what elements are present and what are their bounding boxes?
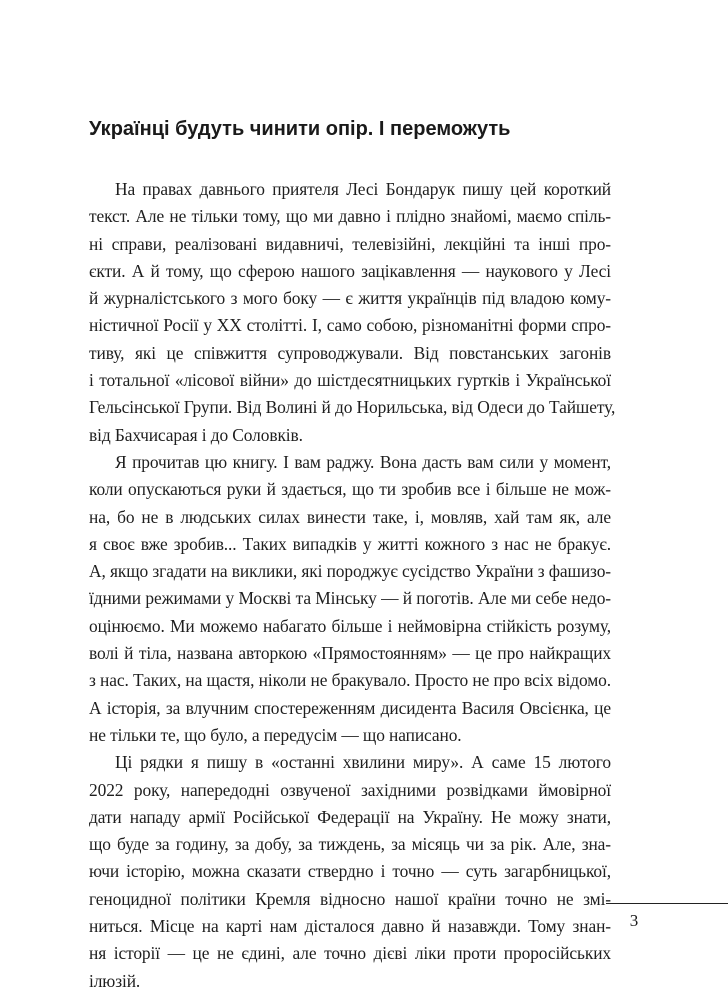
paragraph-3 — [89, 749, 611, 995]
text-line: ниться. Місце на карті нам дісталося давно й назавжди. Тому знан- — [89, 916, 611, 937]
text-line: На правах давнього приятеля Лесі Бондарук пишу цей короткий — [115, 179, 611, 199]
text-line: оцінюємо. Ми можемо набагато більше і неймовірна стійкість розуму, — [89, 615, 611, 636]
paragraph-1 — [89, 176, 616, 449]
text-line: ілюзій. — [89, 970, 141, 991]
text-line: їдними режимами у Москві та Мінську — й поготів. Але ми себе недо- — [89, 588, 611, 609]
text-line: й журналістського з мого боку — є життя українців під владою кому- — [89, 288, 611, 309]
text-line: ні справи, реалізовані видавничі, телевізійні, лекційні та інші про- — [89, 233, 611, 254]
text-line: волі й тіла, названа авторкою «Прямостоянням» — це про найкращих — [89, 643, 611, 664]
text-line: Гельсінської Групи. Від Волині й до Норильська, від Одеси до Тайшету, — [89, 397, 616, 418]
footer-rule — [606, 903, 728, 904]
text-line: геноцидної політики Кремля відносно нашої країни точно не змі- — [89, 888, 611, 909]
text-line: що буде за годину, за добу, за тиждень, за місяць чи за рік. Але, зна- — [89, 834, 611, 855]
text-line: ня історії — це не єдині, але точно дієві ліки проти проросійських — [89, 943, 611, 964]
text-line: А історія, за влучним спостереженням дисидента Василя Овсієнка, це — [89, 697, 611, 718]
text-line: Я прочитав цю книгу. І вам раджу. Вона дасть вам сили у момент, — [115, 451, 611, 472]
text-line: з нас. Таких, на щастя, ніколи не бракувало. Просто не про всіх відомо. — [89, 670, 611, 691]
body-text — [89, 176, 616, 995]
text-line: не тільки те, що було, а передусім — що написано. — [89, 724, 462, 745]
paragraph-2 — [89, 449, 611, 749]
text-line: коли опускаються руки й здається, що ти зробив все і більше не мож- — [89, 479, 611, 500]
text-line: я своє вже зробив... Таких випадків у житті кожного з нас не бракує. — [89, 533, 611, 554]
text-line: на, бо не в людських силах винести таке, і, мовляв, хай там як, але — [89, 506, 611, 527]
text-line: тиву, які це співжиття супроводжували. Від повстанських загонів — [89, 342, 611, 363]
text-line: Ці рядки я пишу в «останні хвилини миру». А саме 15 лютого — [115, 752, 611, 773]
text-line: дати нападу армії Російської Федерації на Україну. Не можу знати, — [89, 806, 611, 827]
text-line: від Бахчисарая і до Соловків. — [89, 424, 303, 445]
text-line: ністичної Росії у XX столітті. І, само собою, різноманітні форми спро- — [89, 315, 611, 336]
text-line: єкти. А й тому, що сферою нашого зацікавлення — наукового у Лесі — [89, 260, 611, 281]
text-line: А, якщо згадати на виклики, які породжує сусідство України з фашизо- — [89, 561, 611, 582]
text-line: 2022 року, напередодні озвученої західними розвідками ймовірної — [89, 779, 611, 800]
chapter-heading: Українці будуть чинити опір. І переможуть — [89, 118, 511, 140]
page-number: 3 — [629, 911, 639, 930]
text-line: ючи історію, можна сказати ствердно і точно — суть загарбницької, — [89, 861, 611, 882]
text-line: текст. Але не тільки тому, що ми давно і плідно знайомі, маємо спіль- — [89, 206, 611, 227]
text-line: і тотальної «лісової війни» до шістдесятницьких гуртків і Української — [89, 370, 611, 391]
